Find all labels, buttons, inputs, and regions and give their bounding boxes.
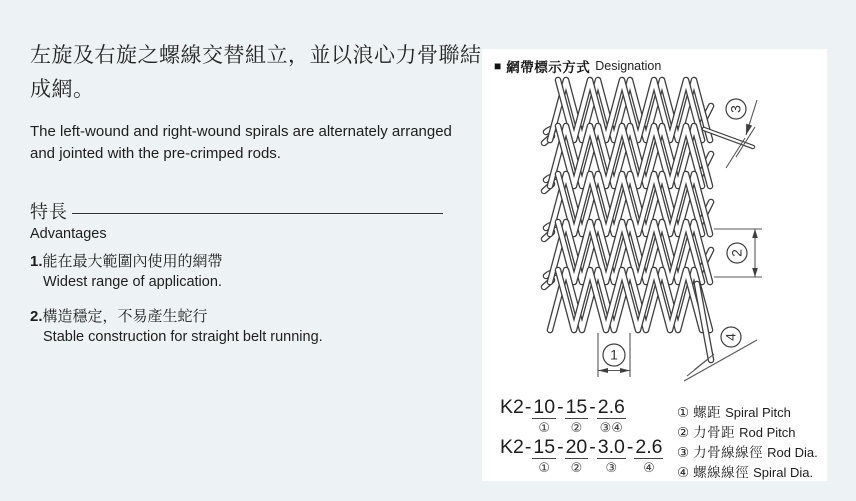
legend-en: Rod Pitch bbox=[739, 425, 796, 440]
mesh-belt-diagram bbox=[528, 72, 828, 390]
code-mark: ② bbox=[570, 420, 583, 435]
callout-2-label: 2 bbox=[728, 249, 745, 257]
legend-zh: 力骨距 bbox=[693, 425, 736, 440]
legend-mark: ③ bbox=[677, 445, 690, 460]
feature-item-en: Widest range of application. bbox=[43, 274, 222, 290]
spiral-bands bbox=[550, 80, 710, 330]
intro-heading-line-2: 成網。 bbox=[30, 78, 95, 101]
designation-code-2 bbox=[500, 436, 663, 475]
legend-mark: ① bbox=[677, 405, 690, 420]
code-segment bbox=[634, 436, 663, 475]
legend-zh: 螺線線徑 bbox=[693, 465, 750, 480]
features-title-en: Advantages bbox=[30, 226, 107, 242]
callout-spiral-dia bbox=[684, 327, 757, 381]
intro-body-line-2: and jointed with the pre-crimped rods. bbox=[30, 145, 281, 162]
callout-3-label: 3 bbox=[727, 105, 744, 113]
feature-item-en: Stable construction for straight belt running. bbox=[43, 329, 323, 345]
intro-heading-line-1: 左旋及右旋之螺線交替組立，並以浪心力骨聯結 bbox=[30, 44, 482, 67]
feature-item-2 bbox=[30, 307, 323, 347]
code-segment bbox=[597, 436, 626, 475]
code-value: 3.0 bbox=[597, 436, 625, 458]
code-dash: - bbox=[589, 436, 596, 458]
code-prefix: K2 bbox=[500, 436, 524, 458]
features-title-row bbox=[30, 202, 443, 222]
feature-item-zh-text: 能在最大範圍內使用的網帶 bbox=[42, 253, 223, 270]
code-segment bbox=[532, 396, 556, 435]
legend-item-spiral-dia bbox=[677, 461, 818, 481]
intro-body-line-1: The left-wound and right-wound spirals are alternately arranged bbox=[30, 123, 452, 140]
legend-zh: 力骨線線徑 bbox=[693, 445, 764, 460]
code-value: 10 bbox=[533, 396, 556, 418]
code-dash: - bbox=[557, 396, 564, 418]
code-dash: - bbox=[524, 436, 532, 458]
code-value: 2.6 bbox=[597, 396, 625, 418]
intro-body bbox=[30, 121, 452, 165]
designation-panel bbox=[482, 49, 827, 481]
legend-mark: ② bbox=[677, 425, 690, 440]
code-dash: - bbox=[589, 396, 596, 418]
callout-spiral-pitch bbox=[598, 333, 630, 377]
callout-1-label: 1 bbox=[610, 346, 618, 363]
callout-rod-pitch bbox=[714, 229, 762, 277]
legend-en: Spiral Dia. bbox=[753, 465, 814, 480]
code-mark: ③ bbox=[605, 460, 618, 475]
callout-rod-dia bbox=[726, 99, 757, 168]
feature-item-number: 2. bbox=[30, 308, 43, 325]
code-mark: ③④ bbox=[599, 420, 623, 435]
code-dash: - bbox=[524, 396, 532, 418]
code-mark: ① bbox=[538, 420, 551, 435]
designation-title-zh: 網帶標示方式 bbox=[506, 60, 591, 75]
legend-item-spiral-pitch bbox=[677, 401, 818, 421]
feature-item-zh-text: 構造穩定，不易產生蛇行 bbox=[42, 308, 208, 325]
code-segment bbox=[597, 396, 626, 435]
callout-4-label: 4 bbox=[722, 333, 739, 341]
code-mark: ④ bbox=[643, 460, 655, 475]
code-value: 15 bbox=[533, 436, 556, 458]
code-prefix: K2 bbox=[500, 396, 524, 418]
code-value: 2.6 bbox=[635, 436, 663, 458]
feature-item-zh bbox=[30, 252, 223, 271]
legend-item-rod-pitch bbox=[677, 421, 818, 441]
designation-code-1 bbox=[500, 396, 626, 435]
designation-legend bbox=[677, 401, 818, 481]
code-mark: ② bbox=[570, 460, 583, 475]
legend-en: Rod Dia. bbox=[767, 445, 818, 460]
code-segment bbox=[565, 396, 589, 435]
features-rule bbox=[72, 213, 443, 214]
intro-heading bbox=[30, 39, 482, 107]
code-segment bbox=[532, 436, 556, 475]
legend-en: Spiral Pitch bbox=[725, 405, 791, 420]
code-value: 20 bbox=[565, 436, 588, 458]
legend-mark: ④ bbox=[677, 465, 690, 480]
code-dash: - bbox=[557, 436, 564, 458]
legend-item-rod-dia bbox=[677, 441, 818, 461]
square-bullet-icon: ■ bbox=[494, 59, 502, 73]
code-dash: - bbox=[626, 436, 634, 458]
legend-zh: 螺距 bbox=[693, 405, 722, 420]
feature-item-1 bbox=[30, 252, 223, 292]
code-mark: ① bbox=[538, 460, 551, 475]
code-segment bbox=[565, 436, 589, 475]
code-value: 15 bbox=[565, 396, 588, 418]
feature-item-zh bbox=[30, 307, 323, 326]
feature-item-number: 1. bbox=[30, 253, 43, 270]
designation-title-en: Designation bbox=[595, 59, 662, 73]
features-title-zh: 特長 bbox=[30, 202, 68, 222]
